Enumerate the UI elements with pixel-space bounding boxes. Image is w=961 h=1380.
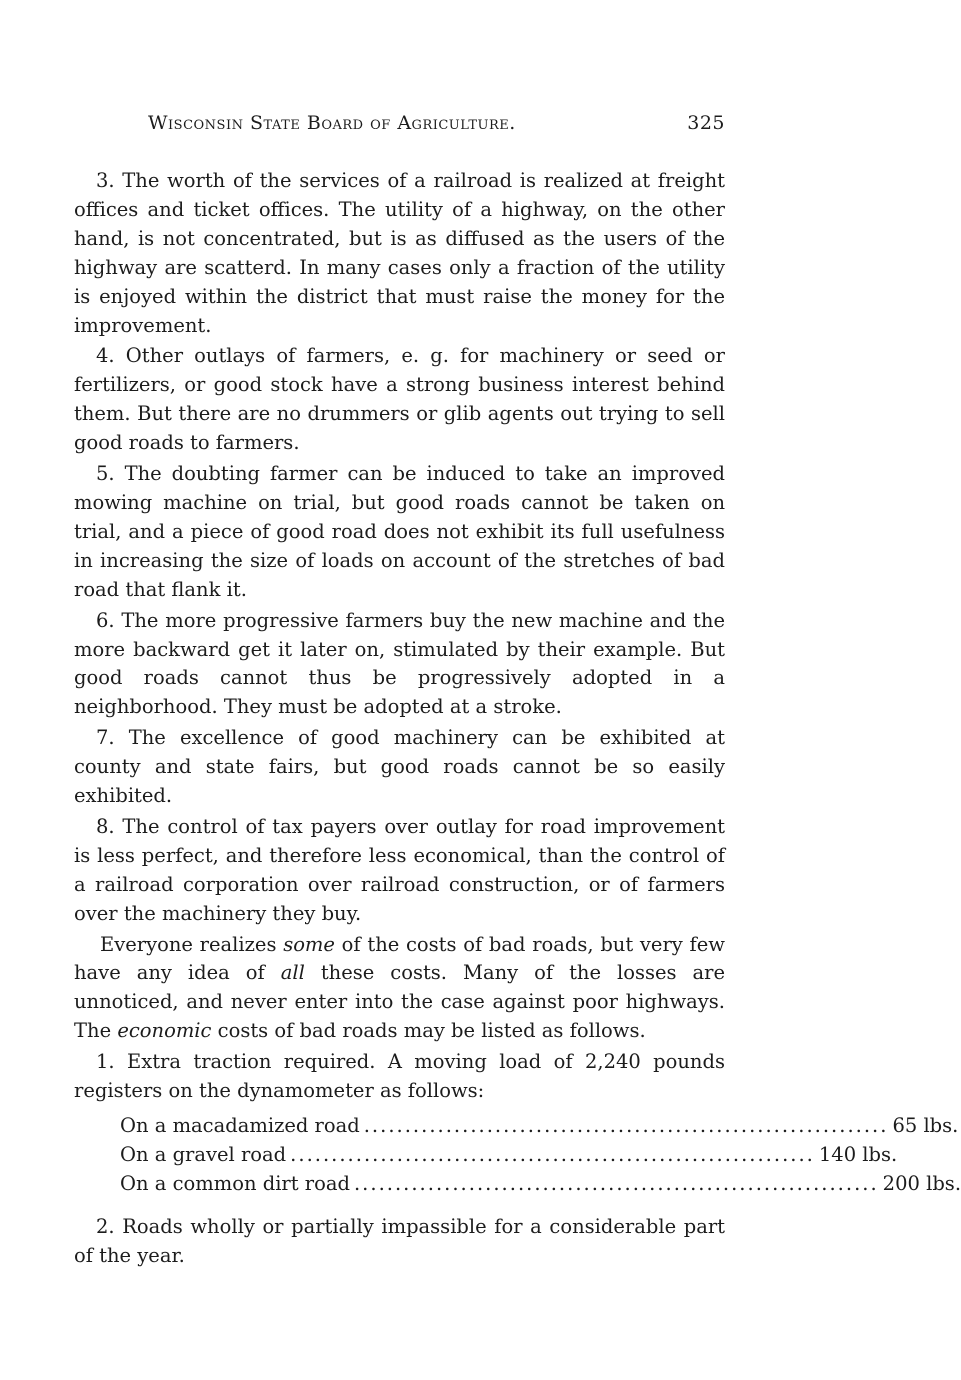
running-title: Wisconsin State Board of Agriculture. <box>148 112 516 134</box>
road-type: On a common dirt road <box>120 1172 350 1195</box>
text-run: Everyone realizes <box>100 932 284 956</box>
paragraph-4: 4. Other outlays of farmers, e. g. for machinery or seed or fertilizers, or good stock have a strong business interest behind them. But there are no drummers or glib agents out trying to sell good roads to farmers. <box>74 344 725 455</box>
item-2: 2. Roads wholly or partially impassible for a considerable part of the year. <box>74 1215 725 1267</box>
text-run: costs of bad roads may be listed as follows. <box>211 1019 646 1043</box>
traction-value: 200 lbs. <box>882 1172 961 1195</box>
paragraph-3: 3. The worth of the services of a railroad is realized at freight offices and ticket offices. The utility of a highway, on the other hand, is not concentrated, but is as diffused as the users of the highway are scatterd. In many cases only a fraction of the utility is enjoyed within the district that must raise the money for the improvement. <box>74 169 725 337</box>
table-row <box>74 1141 898 1170</box>
road-type: On a gravel road <box>120 1143 287 1166</box>
traction-value: 140 lbs. <box>818 1143 898 1166</box>
dot-leader: ................................................................ <box>290 1143 815 1166</box>
road-type: On a macadamized road <box>120 1114 360 1137</box>
page-number: 325 <box>687 112 725 134</box>
item-1: 1. Extra traction required. A moving load of 2,240 pounds registers on the dynamometer as follows: <box>74 1050 725 1103</box>
body-text <box>74 167 961 1273</box>
paragraph-8: 8. The control of tax payers over outlay for road improvement is less perfect, and therefore less economical, than the control of a railroad corporation over railroad construction, or of farmers over the machinery they buy. <box>74 814 725 925</box>
paragraph-5: 5. The doubting farmer can be induced to take an improved mowing machine on trial, but good roads cannot be taken on trial, and a piece of good road does not exhibit its full usefulness in increasing the size of loads on account of the stretches of bad road that flank it. <box>74 462 725 601</box>
paragraph-6: 6. The more progressive farmers buy the new machine and the more backward get it later on, stimulated by their example. But good roads cannot thus be progressively adopted in a neighborhood. They must be adopted at a stroke. <box>74 608 725 719</box>
table-row <box>74 1112 959 1141</box>
text-run: of the costs of bad roads, but very few have any idea of <box>74 932 725 985</box>
paragraph-everyone <box>74 931 725 1047</box>
emphasis-all: all <box>280 961 305 985</box>
running-header <box>74 112 725 142</box>
emphasis-some: some <box>283 932 335 956</box>
dot-leader: ................................................................ <box>353 1172 879 1195</box>
dot-leader: ................................................................ <box>363 1114 889 1137</box>
traction-value: 65 lbs. <box>892 1114 959 1137</box>
emphasis-economic: economic <box>117 1019 212 1043</box>
paragraph-7: 7. The excellence of good machinery can be exhibited at county and state fairs, but good roads cannot be so easily exhibited. <box>74 726 725 808</box>
traction-table <box>74 1112 961 1199</box>
table-row <box>74 1170 961 1199</box>
text-run: these costs. Many of the losses are unnoticed, and never enter into the case against poor highways. The <box>74 961 726 1043</box>
